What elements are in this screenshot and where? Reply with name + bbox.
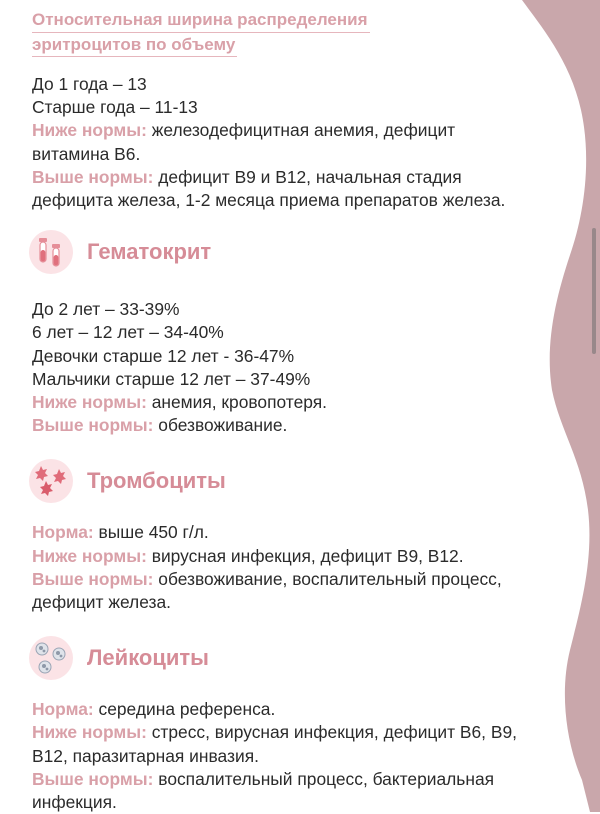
- leukocytes-norm: Норма: середина референса.: [32, 699, 276, 720]
- scrollbar[interactable]: [592, 228, 596, 354]
- platelets-norm: Норма: выше 450 г/л.: [32, 522, 209, 543]
- rdw-above-norm-cont: дефицита железа, 1-2 месяца приема препаратов железа.: [32, 190, 506, 211]
- leukocytes-icon: [29, 636, 73, 680]
- rdw-norm-line: До 1 года – 13: [32, 74, 147, 94]
- leukocytes-title: Лейкоциты: [87, 645, 209, 671]
- platelets-title: Тромбоциты: [87, 468, 226, 494]
- rdw-below-norm-cont: витамина B6.: [32, 143, 141, 164]
- platelets-header: [29, 459, 577, 503]
- rdw-section: [32, 8, 577, 212]
- rdw-norm-line: Старше года – 11-13: [32, 97, 198, 118]
- hematocrit-above-norm: Выше нормы: обезвоживание.: [32, 415, 288, 436]
- hematocrit-below-norm: Ниже нормы: анемия, кровопотеря.: [32, 392, 327, 413]
- platelets-below-norm: Ниже нормы: вирусная инфекция, дефицит B9, B12.: [32, 545, 464, 566]
- hematocrit-norm-line: 6 лет – 12 лет – 34-40%: [32, 322, 224, 343]
- platelets-above-norm-cont: дефицит железа.: [32, 592, 171, 613]
- leukocytes-above-norm-cont: инфекция.: [32, 792, 117, 813]
- hematocrit-norm-line: Мальчики старше 12 лет – 37-49%: [32, 368, 311, 389]
- leukocytes-header: [29, 636, 577, 680]
- hematocrit-norm-line: Девочки старше 12 лет - 36-47%: [32, 345, 295, 366]
- hematocrit-norm-line: До 2 лет – 33-39%: [32, 299, 180, 320]
- article-content: [32, 8, 577, 814]
- rdw-title: Относительная ширина распределения эритроцитов по объему: [32, 8, 577, 57]
- rdw-above-norm: Выше нормы: дефицит B9 и B12, начальная стадия: [32, 166, 462, 187]
- rdw-below-norm: Ниже нормы: железодефицитная анемия, дефицит: [32, 120, 456, 141]
- hematocrit-title: Гематокрит: [87, 239, 212, 265]
- leukocytes-below-norm-cont: B12, паразитарная инвазия.: [32, 745, 259, 766]
- platelets-above-norm: Выше нормы: обезвоживание, воспалительный процесс,: [32, 568, 502, 589]
- platelets-icon: [29, 459, 73, 503]
- test-tubes-icon: [29, 230, 73, 274]
- leukocytes-below-norm: Ниже нормы: стресс, вирусная инфекция, дефицит B6, B9,: [32, 722, 517, 743]
- hematocrit-header: [29, 230, 577, 274]
- leukocytes-above-norm: Выше нормы: воспалительный процесс, бактериальная: [32, 768, 495, 789]
